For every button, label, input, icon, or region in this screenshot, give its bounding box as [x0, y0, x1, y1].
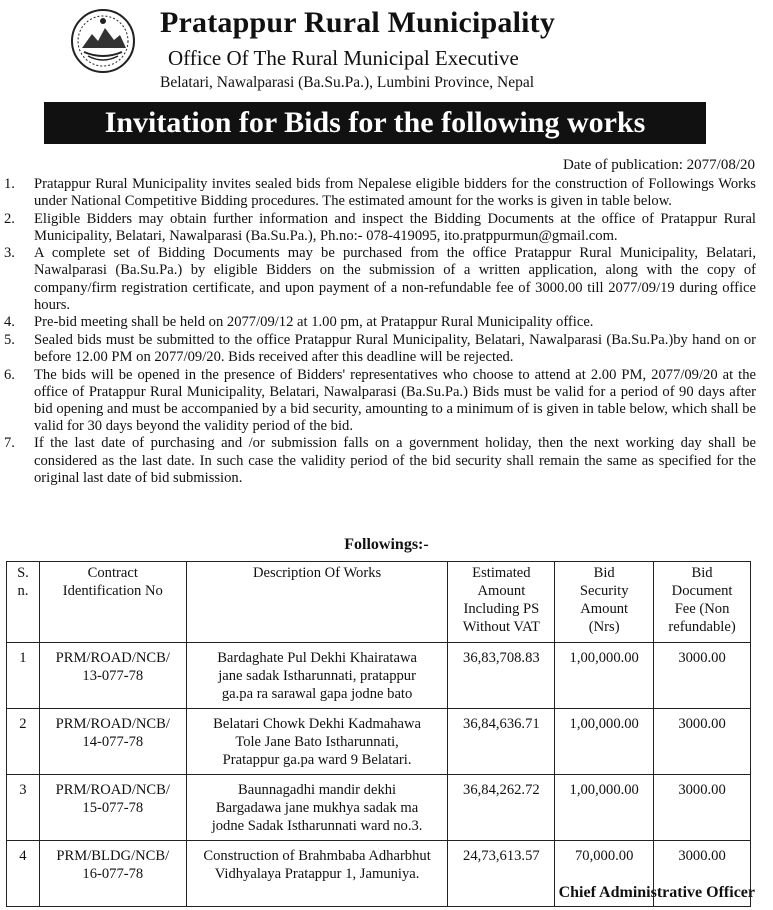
cell-bid-security: 1,00,000.00	[555, 709, 654, 775]
cell-contract-id: PRM/ROAD/NCB/ 13-077-78	[39, 643, 186, 709]
condition-text: Eligible Bidders may obtain further information and inspect the Bidding Documents at the office of Pratappur Rural Municipality, Belatari, Nawalparasi (Ba.Su.Pa.), Ph.no:- 078-419095, ito.pratppurmun@gmail.com.	[34, 210, 756, 244]
cell-sn: 3	[7, 775, 40, 841]
cell-estimated-amount: 24,73,613.57	[448, 841, 555, 907]
header-estimated-amount: Estimated Amount Including PS Without VAT	[448, 562, 555, 643]
header-document-fee: Bid Document Fee (Non refundable)	[654, 562, 751, 643]
condition-number: 4.	[4, 314, 15, 331]
condition-text: Sealed bids must be submitted to the office Pratappur Rural Municipality, Belatari, Nawalparasi (Ba.Su.Pa.)by hand on or before 12.00 PM on 2077/09/20. Bids received after this deadline will be rejected.	[34, 331, 756, 365]
notice-header	[0, 0, 773, 100]
table-row	[7, 775, 751, 841]
organization-name: Pratappur Rural Municipality	[160, 6, 556, 39]
cell-document-fee: 3000.00	[654, 775, 751, 841]
cell-document-fee: 3000.00	[654, 643, 751, 709]
condition-number: 6.	[4, 366, 15, 383]
cell-description: Belatari Chowk Dekhi Kadmahawa Tole Jane Bato Istharunnati, Pratappur ga.pa ward 9 Belatari.	[186, 709, 448, 775]
condition-text: Pratappur Rural Municipality invites sealed bids from Nepalese eligible bidders for the construction of Followings Works under National Competitive Bidding procedures. The estimated amount for the works is given in table below.	[34, 176, 756, 210]
cell-bid-security: 1,00,000.00	[555, 643, 654, 709]
cell-estimated-amount: 36,83,708.83	[448, 643, 555, 709]
cell-sn: 2	[7, 709, 40, 775]
cell-bid-security: 70,000.00	[555, 841, 654, 907]
signatory-title: Chief Administrative Officer	[558, 884, 755, 901]
condition-text: Pre-bid meeting shall be held on 2077/09/12 at 1.00 pm, at Pratappur Rural Municipality office.	[34, 314, 594, 331]
condition-text: A complete set of Bidding Documents may be purchased from the office Pratappur Rural Municipality, Belatari, Nawalparasi (Ba.Su.Pa.) by eligible Bidders on the submission of a written application, along with the copy of company/firm registration certificate, and upon payment of a non-refundable fee of 3000.00 till 2077/09/19 during office hours.	[34, 245, 756, 313]
condition-number: 1.	[4, 176, 15, 192]
works-table	[6, 561, 751, 907]
header-description: Description Of Works	[186, 562, 448, 643]
cell-document-fee: 3000.00	[654, 709, 751, 775]
condition-number: 3.	[4, 245, 15, 262]
table-row	[7, 643, 751, 709]
cell-bid-security: 1,00,000.00	[555, 775, 654, 841]
condition-number: 7.	[4, 435, 15, 452]
cell-contract-id: PRM/BLDG/NCB/ 16-077-78	[39, 841, 186, 907]
header-contract-id: Contract Identification No	[39, 562, 186, 643]
municipal-emblem-icon	[70, 8, 136, 74]
cell-description: Bardaghate Pul Dekhi Khairatawa jane sadak Istharunnati, pratappur ga.pa ra sarawal gapa jodne bato	[186, 643, 448, 709]
header-bid-security: Bid Security Amount (Nrs)	[555, 562, 654, 643]
condition-item	[4, 332, 756, 366]
condition-item	[4, 176, 756, 210]
followings-heading: Followings:-	[344, 536, 429, 553]
cell-contract-id: PRM/ROAD/NCB/ 15-077-78	[39, 775, 186, 841]
office-name: Office Of The Rural Municipal Executive	[168, 46, 519, 70]
condition-text: The bids will be opened in the presence of Bidders' representatives who choose to attend at 2.00 PM, 2077/09/20 at the office of Pratappur Rural Municipality, Belatari, Nawalparasi (Ba.Su.Pa.) Bids must be valid for a period of 90 days after bid opening and must be accompanied by a bid security, amounting to a minimum of is given in table below, which shall be valid for 30 days beyond the validity period of the bid.	[34, 366, 756, 434]
condition-number: 5.	[4, 331, 15, 348]
cell-description: Construction of Brahmbaba Adharbhut Vidhyalaya Pratappur 1, Jamuniya.	[186, 841, 448, 907]
condition-item	[4, 435, 756, 486]
condition-item	[4, 245, 756, 313]
office-address: Belatari, Nawalparasi (Ba.Su.Pa.), Lumbini Province, Nepal	[160, 74, 535, 91]
cell-contract-id: PRM/ROAD/NCB/ 14-077-78	[39, 709, 186, 775]
table-row	[7, 709, 751, 775]
condition-item	[4, 211, 756, 245]
header-sn: S. n.	[7, 562, 40, 643]
cell-sn: 1	[7, 643, 40, 709]
bid-conditions-list	[4, 176, 756, 487]
condition-item	[4, 314, 756, 331]
table-header-row	[7, 562, 751, 643]
condition-item	[4, 367, 756, 435]
cell-estimated-amount: 36,84,262.72	[448, 775, 555, 841]
publication-date: Date of publication: 2077/08/20	[562, 157, 755, 173]
condition-text: If the last date of purchasing and /or submission falls on a government holiday, then the next working day shall be considered as the last date. In such case the validity period of the bid security shall remain the same as specified for the original last date of bid submission.	[34, 435, 756, 486]
cell-sn: 4	[7, 841, 40, 907]
condition-number: 2.	[4, 210, 15, 227]
cell-document-fee: 3000.00	[654, 841, 751, 907]
cell-estimated-amount: 36,84,636.71	[448, 709, 555, 775]
notice-title-banner: Invitation for Bids for the following works	[44, 102, 706, 144]
cell-description: Baunnagadhi mandir dekhi Bargadawa jane mukhya sadak ma jodne Sadak Istharunnati ward no.3.	[186, 775, 448, 841]
